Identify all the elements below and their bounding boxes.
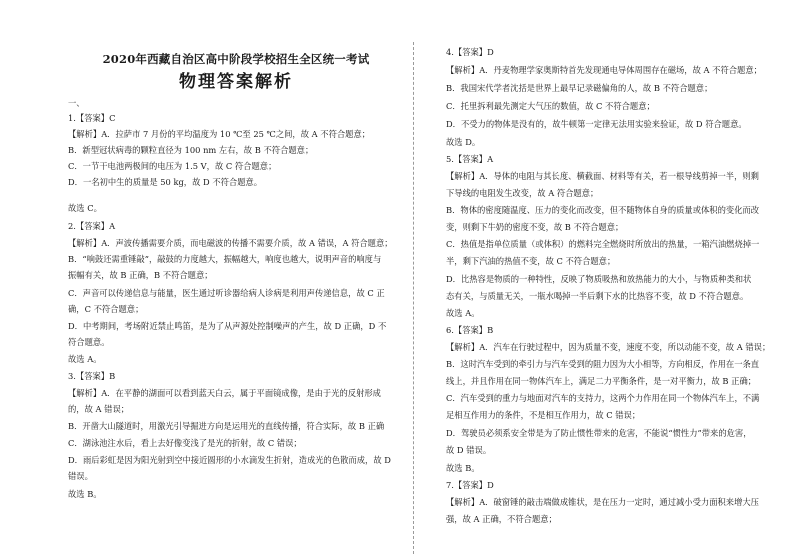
analysis-line: 确，C 不符合题意； bbox=[68, 304, 144, 314]
analysis-line: D．驾驶员必须系安全带是为了防止惯性带来的危害，不能说“惯性力”带来的危害， bbox=[446, 428, 752, 438]
column-divider bbox=[413, 42, 414, 554]
analysis-line: 错误。 bbox=[68, 471, 93, 481]
analysis-line: 【解析】A．丹麦物理学家奥斯特首先发现通电导体周围存在磁场，故 A 不符合题意； bbox=[446, 65, 762, 75]
analysis-line: 【解析】A．在平静的湖面可以看到蓝天白云，属于平面镜成像，是由于光的反射形成 bbox=[68, 388, 381, 398]
answer-line: 2.【答案】A bbox=[68, 221, 116, 231]
analysis-line: D．不受力的物体是没有的，故牛顿第一定律无法用实验来验证，故 D 符合题意。 bbox=[446, 119, 747, 129]
analysis-line: 故 D 错误。 bbox=[446, 445, 492, 455]
analysis-line: 的，故 A 错误； bbox=[68, 404, 130, 414]
analysis-line: C．汽车受到的重力与地面对汽车的支持力，这两个力作用在同一个物体汽车上，不满 bbox=[446, 393, 760, 403]
section-heading: 一、 bbox=[68, 98, 85, 108]
answer-line: 7.【答案】D bbox=[446, 480, 494, 490]
analysis-line: 态有关，与质量无关，一瓶水喝掉一半后剩下水的比热容不变，故 D 不符合题意。 bbox=[446, 291, 749, 301]
analysis-line: B．我国宋代学者沈括是世界上最早记录磁偏角的人，故 B 不符合题意； bbox=[446, 83, 713, 93]
analysis-line: D．中考期间，考场附近禁止鸣笛，是为了从声源处控制噪声的产生，故 D 正确，D 不 bbox=[68, 321, 387, 331]
exam-title: 2020年西藏自治区高中阶段学校招生全区统一考试 bbox=[102, 52, 370, 66]
conclusion-line: 故选 A。 bbox=[446, 308, 480, 318]
analysis-line: C．声音可以传递信息与能量，医生通过听诊器给病人诊病是利用声传递信息，故 C 正 bbox=[68, 288, 385, 298]
analysis-line: B．开凿大山隧道时，用激光引导掘进方向是运用光的直线传播，符合实际，故 B 正确 bbox=[68, 421, 385, 431]
analysis-line: D．雨后彩虹是因为阳光射到空中接近圆形的小水滴发生折射，造成光的色散而成，故 D bbox=[68, 455, 391, 465]
answer-line: 5.【答案】A bbox=[446, 154, 494, 164]
analysis-line: 【解析】A．导体的电阻与其长度、横截面、材料等有关，若一根导线剪掉一半，则剩 bbox=[446, 171, 759, 181]
analysis-line: 变，则剩下牛奶的密度不变，故 B 不符合题意； bbox=[446, 222, 624, 232]
conclusion-line: 故选 B。 bbox=[68, 489, 102, 499]
document-title: 物理答案解析 bbox=[179, 72, 293, 92]
analysis-line: 半，剩下汽油的热值不变，故 C 不符合题意； bbox=[446, 256, 616, 266]
analysis-line: 符合题意。 bbox=[68, 337, 110, 347]
conclusion-line: 故选 D。 bbox=[446, 137, 481, 147]
answer-line: 6.【答案】B bbox=[446, 325, 494, 335]
analysis-line: 【解析】A．声波传播需要介质，而电磁波的传播不需要介质，故 A 错误，A 符合题意； bbox=[68, 238, 393, 248]
analysis-line: B．物体的密度随温度、压力的变化而改变，但不随物体自身的质量或体积的变化而改 bbox=[446, 205, 760, 215]
analysis-line: B．“响鼓还需重锤敲”，敲鼓的力度越大，振幅越大，响度也越大，说明声音的响度与 bbox=[68, 254, 382, 264]
analysis-line: D．比热容是物质的一种特性，反映了物质吸热和放热能力的大小，与物质种类和状 bbox=[446, 274, 752, 284]
analysis-line: C．一节干电池两极间的电压为 1.5 V，故 C 符合题意； bbox=[68, 161, 277, 171]
analysis-line: 下导线的电阻发生改变，故 A 符合题意； bbox=[446, 188, 599, 198]
analysis-line: B．新型冠状病毒的颗粒直径为 100 nm 左右，故 B 不符合题意； bbox=[68, 145, 314, 155]
conclusion-line: 故选 B。 bbox=[446, 463, 480, 473]
conclusion-line: 故选 A。 bbox=[68, 354, 102, 364]
analysis-line: C．湖泳池注水后，看上去好像变浅了是光的折射，故 C 错误； bbox=[68, 438, 302, 448]
analysis-line: 振幅有关，故 B 正确，B 不符合题意； bbox=[68, 270, 213, 280]
answer-line: 1.【答案】C bbox=[68, 113, 116, 123]
analysis-line: 【解析】A．破窗锤的敲击端做成锥状，是在压力一定时，通过减小受力面积来增大压 bbox=[446, 497, 759, 507]
answer-line: 4.【答案】D bbox=[446, 47, 494, 57]
analysis-line: D．一名初中生的质量是 50 kg，故 D 不符合题意。 bbox=[68, 177, 263, 187]
analysis-line: 强，故 A 正确，不符合题意； bbox=[446, 514, 557, 524]
analysis-line: C．托里拆利最先测定大气压的数值，故 C 不符合题意； bbox=[446, 101, 655, 111]
conclusion-line: 故选 C。 bbox=[68, 203, 102, 213]
analysis-line: 【解析】A．拉萨市 7 月份的平均温度为 10 ℃至 25 ℃之间，故 A 不符合题意； bbox=[68, 129, 371, 139]
answer-line: 3.【答案】B bbox=[68, 371, 116, 381]
analysis-line: 【解析】A．汽车在行驶过程中，因为质量不变，速度不变，所以动能不变，故 A 错误； bbox=[446, 342, 771, 352]
analysis-line: 线上，并且作用在同一物体汽车上，满足二力平衡条件，是一对平衡力，故 B 正确； bbox=[446, 376, 757, 386]
analysis-line: 足相互作用力的条件，不是相互作用力，故 C 错误； bbox=[446, 410, 641, 420]
analysis-line: C．热值是指单位质量（或体积）的燃料完全燃烧时所放出的热量，一箱汽油燃烧掉一 bbox=[446, 239, 760, 249]
analysis-line: B．这时汽车受到的牵引力与汽车受到的阻力因为大小相等，方向相反，作用在一条直 bbox=[446, 359, 760, 369]
